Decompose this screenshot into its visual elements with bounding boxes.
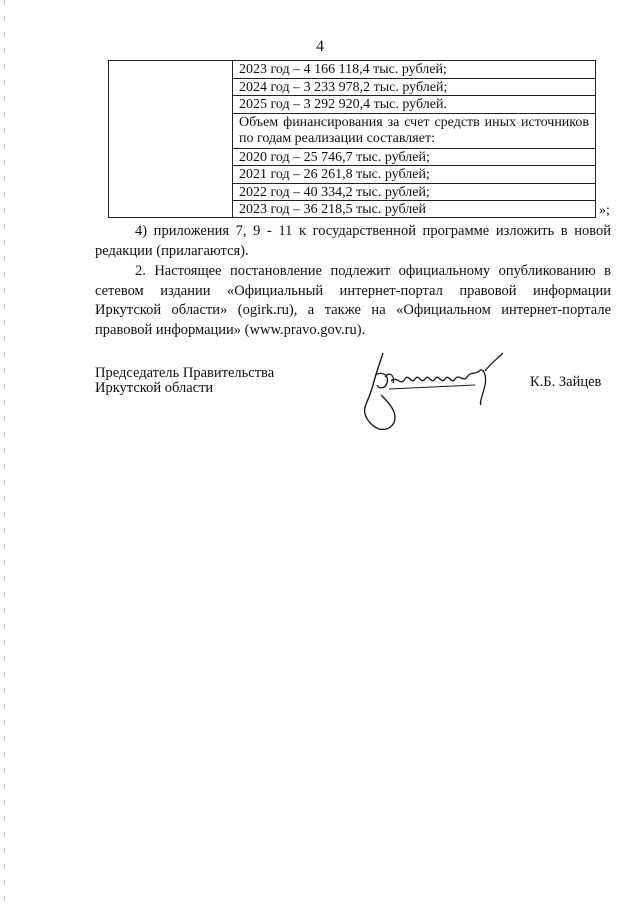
- table-row: 2022 год – 40 334,2 тыс. рублей;: [233, 184, 595, 202]
- page-number: 4: [316, 38, 324, 55]
- table-row: 2023 год – 36 218,5 тыс. рублей: [239, 202, 426, 217]
- table-row: 2025 год – 3 292 920,4 тыс. рублей.: [233, 96, 595, 114]
- table-row: 2021 год – 26 261,8 тыс. рублей;: [233, 166, 595, 184]
- closing-quote-mark: »;: [599, 203, 610, 218]
- table-row: 2023 год – 4 166 118,4 тыс. рублей;: [233, 61, 595, 79]
- paragraph-item-2: 2. Настоящее постановление подлежит официальному опубликованию в сетевом издании «Официальный интернет-портал правовой информации Иркутской области» (ogirk.ru), а также на «Официальном интернет-портале правовой информации» (www.pravo.gov.ru).: [95, 263, 611, 338]
- table-row: 2020 год – 25 746,7 тыс. рублей;: [233, 149, 595, 167]
- signatory-title: [95, 366, 274, 396]
- paragraph-item-4: 4) приложения 7, 9 - 11 к государственной программе изложить в новой редакции (прилагаются).: [95, 223, 611, 259]
- binding-margin-marks: [4, 0, 8, 905]
- table-row: 2024 год – 3 233 978,2 тыс. рублей;: [233, 79, 595, 97]
- table-left-column: [109, 61, 233, 217]
- financing-table: [108, 60, 596, 218]
- signatory-title-line: Иркутской области: [95, 380, 214, 396]
- table-right-column: [233, 61, 595, 217]
- handwritten-signature: [345, 345, 520, 435]
- signatory-title-line: Председатель Правительства: [95, 365, 275, 381]
- table-row: Объем финансирования за счет средств иных источников по годам реализации составляет:: [233, 114, 595, 149]
- signatory-name: К.Б. Зайцев: [530, 374, 602, 390]
